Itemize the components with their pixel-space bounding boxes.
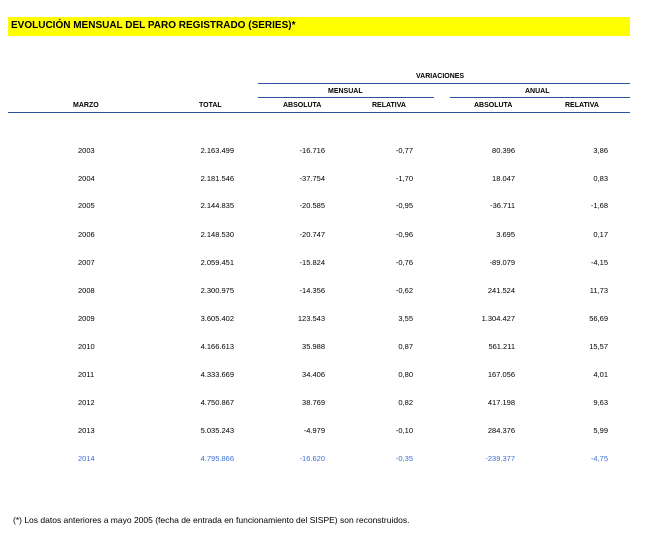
cell-total: 2.163.499 [200, 146, 234, 155]
cell-year: 2003 [78, 146, 95, 155]
table-row [0, 201, 649, 213]
cell-anual-absoluta: -239.377 [485, 454, 515, 463]
table-row [0, 258, 649, 270]
cell-total: 2.148.530 [200, 230, 234, 239]
cell-mensual-absoluta: -4.979 [303, 426, 325, 435]
cell-anual-relativa: 56,69 [589, 314, 608, 323]
table-row [0, 314, 649, 326]
divider-variaciones [258, 83, 630, 84]
cell-anual-relativa: 3,86 [593, 146, 608, 155]
cell-year: 2007 [78, 258, 95, 267]
header-mensual-absoluta: ABSOLUTA [283, 102, 322, 109]
cell-mensual-relativa: 3,55 [398, 314, 413, 323]
header-mensual: MENSUAL [328, 88, 363, 95]
cell-mensual-absoluta: -20.747 [299, 230, 325, 239]
table-row [0, 342, 649, 354]
cell-year: 2011 [78, 370, 95, 379]
table-row [0, 398, 649, 410]
cell-total: 2.144.835 [200, 201, 234, 210]
cell-mensual-absoluta: -20.585 [299, 201, 325, 210]
cell-anual-relativa: 0,83 [593, 174, 608, 183]
cell-total: 4.750.867 [200, 398, 234, 407]
cell-mensual-relativa: 0,80 [398, 370, 413, 379]
cell-anual-absoluta: 167.056 [487, 370, 515, 379]
title-bar [8, 17, 630, 36]
cell-anual-absoluta: 561.211 [488, 342, 515, 351]
cell-year: 2009 [78, 314, 95, 323]
cell-mensual-absoluta: 34.406 [302, 370, 325, 379]
header-mensual-relativa: RELATIVA [372, 102, 406, 109]
cell-anual-relativa: -4,15 [590, 258, 608, 267]
cell-anual-absoluta: 284.376 [487, 426, 515, 435]
cell-anual-absoluta: 241.524 [487, 286, 515, 295]
cell-mensual-absoluta: -14.356 [299, 286, 325, 295]
footnote: (*) Los datos anteriores a mayo 2005 (fecha de entrada en funcionamiento del SISPE) son reconstruidos. [13, 515, 410, 525]
header-anual-relativa: RELATIVA [565, 102, 599, 109]
cell-anual-relativa: 4,01 [593, 370, 608, 379]
cell-mensual-absoluta: -15.824 [299, 258, 325, 267]
cell-anual-relativa: 0,17 [593, 230, 608, 239]
cell-total: 3.605.402 [200, 314, 234, 323]
table-row [0, 286, 649, 298]
cell-anual-absoluta: 80.396 [492, 146, 515, 155]
cell-total: 2.181.546 [200, 174, 234, 183]
table-row [0, 230, 649, 242]
cell-year: 2004 [78, 174, 95, 183]
cell-mensual-relativa: -0,62 [395, 286, 413, 295]
cell-anual-relativa: 15,57 [589, 342, 608, 351]
cell-total: 4.333.669 [200, 370, 234, 379]
cell-mensual-absoluta: -16.716 [299, 146, 325, 155]
header-variaciones: VARIACIONES [416, 73, 465, 80]
cell-total: 5.035.243 [200, 426, 234, 435]
cell-mensual-absoluta: 35.988 [302, 342, 325, 351]
cell-total: 4.166.613 [200, 342, 234, 351]
cell-total: 2.300.975 [200, 286, 234, 295]
header-anual-absoluta: ABSOLUTA [474, 102, 513, 109]
cell-mensual-relativa: -0,35 [395, 454, 413, 463]
cell-year: 2006 [78, 230, 95, 239]
divider-mensual [258, 97, 434, 98]
cell-mensual-relativa: -0,10 [395, 426, 413, 435]
table-row-current [0, 454, 649, 466]
cell-anual-absoluta: 417.198 [487, 398, 515, 407]
cell-anual-relativa: -1,68 [590, 201, 608, 210]
cell-mensual-relativa: -0,76 [395, 258, 413, 267]
cell-anual-relativa: 9,63 [593, 398, 608, 407]
cell-anual-relativa: -4,75 [590, 454, 608, 463]
table-row [0, 146, 649, 158]
cell-anual-absoluta: -36.711 [490, 201, 515, 210]
cell-year: 2005 [78, 201, 95, 210]
cell-total: 2.059.451 [200, 258, 234, 267]
cell-anual-absoluta: 3.695 [496, 230, 515, 239]
cell-mensual-absoluta: -37.754 [299, 174, 325, 183]
cell-mensual-relativa: -0,77 [395, 146, 413, 155]
cell-anual-absoluta: -89.079 [489, 258, 515, 267]
cell-mensual-absoluta: -16.620 [299, 454, 325, 463]
cell-year: 2008 [78, 286, 95, 295]
cell-anual-absoluta: 18.047 [492, 174, 515, 183]
cell-mensual-relativa: 0,87 [398, 342, 413, 351]
cell-mensual-absoluta: 38.769 [302, 398, 325, 407]
cell-year: 2013 [78, 426, 95, 435]
header-total: TOTAL [199, 102, 222, 109]
table-row [0, 370, 649, 382]
page-title: EVOLUCIÓN MENSUAL DEL PARO REGISTRADO (SERIES)* [11, 20, 296, 31]
divider-header-bottom [8, 112, 630, 113]
header-anual: ANUAL [525, 88, 550, 95]
cell-anual-relativa: 11,73 [589, 286, 608, 295]
cell-mensual-relativa: -1,70 [395, 174, 413, 183]
cell-mensual-relativa: 0,82 [398, 398, 413, 407]
divider-anual [450, 97, 630, 98]
cell-year: 2012 [78, 398, 95, 407]
cell-anual-absoluta: 1.304.427 [481, 314, 515, 323]
table-row [0, 174, 649, 186]
cell-year: 2014 [78, 454, 95, 463]
cell-year: 2010 [78, 342, 95, 351]
cell-anual-relativa: 5,99 [593, 426, 608, 435]
table-row [0, 426, 649, 438]
header-marzo: MARZO [73, 102, 99, 109]
cell-mensual-absoluta: 123.543 [297, 314, 325, 323]
cell-mensual-relativa: -0,96 [395, 230, 413, 239]
cell-total: 4.795.866 [200, 454, 234, 463]
cell-mensual-relativa: -0,95 [395, 201, 413, 210]
